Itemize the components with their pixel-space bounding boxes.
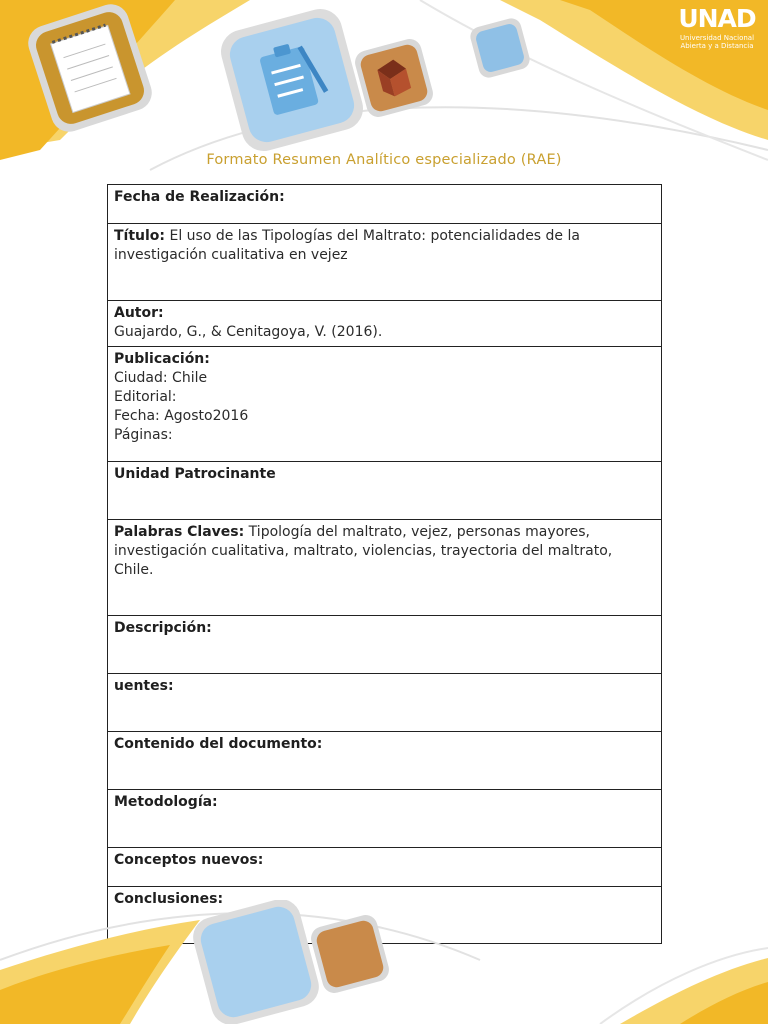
label-fuentes: uentes: [114, 678, 174, 694]
cell-contenido [108, 732, 662, 790]
label-publicacion: Publicación: [114, 351, 210, 367]
value-editorial: Editorial: [114, 389, 177, 405]
header-decoration [0, 0, 768, 175]
label-palabras: Palabras Claves: [114, 524, 245, 540]
label-conceptos: Conceptos nuevos: [114, 852, 264, 868]
value-ciudad: Ciudad: Chile [114, 370, 208, 386]
decorative-card [468, 16, 532, 80]
row-contenido [108, 732, 662, 790]
decorative-card [308, 912, 391, 995]
cell-unidad [108, 462, 662, 520]
cell-descripcion [108, 616, 662, 674]
value-titulo: El uso de las Tipologías del Maltrato: potencialidades de la investigación cualitativa en vejez [114, 228, 580, 263]
rae-form-table [107, 184, 662, 944]
footer-decoration [0, 900, 768, 1024]
page-title: Formato Resumen Analítico especializado (RAE) [206, 152, 562, 168]
cell-fecha [108, 185, 662, 224]
label-autor: Autor: [114, 305, 164, 321]
logo-wordmark: UNAD [678, 4, 756, 33]
cell-autor [108, 301, 662, 347]
cell-titulo [108, 224, 662, 301]
logo-subtitle-2: Abierta y a Distancia [680, 42, 754, 50]
row-fecha [108, 185, 662, 224]
row-publicacion [108, 347, 662, 462]
cell-conceptos [108, 848, 662, 887]
label-conclusiones: Conclusiones: [114, 891, 224, 907]
label-fecha: Fecha de Realización: [114, 189, 285, 205]
value-fecha-publicacion: Fecha: Agosto2016 [114, 408, 249, 424]
label-contenido: Contenido del documento: [114, 736, 323, 752]
row-metodologia [108, 790, 662, 848]
value-autor: Guajardo, G., & Cenitagoya, V. (2016). [114, 324, 383, 340]
cell-publicacion [108, 347, 662, 462]
value-paginas: Páginas: [114, 427, 173, 443]
cell-palabras [108, 520, 662, 616]
row-unidad [108, 462, 662, 520]
row-conceptos [108, 848, 662, 887]
cell-metodologia [108, 790, 662, 848]
label-unidad: Unidad Patrocinante [114, 466, 276, 482]
logo-subtitle-1: Universidad Nacional [679, 34, 755, 42]
label-titulo: Título: [114, 228, 166, 244]
row-titulo [108, 224, 662, 301]
value-palabras: Tipología del maltrato, vejez, personas mayores, investigación cualitativa, maltrato, violencias, trayectoria del maltrato, Chile. [114, 524, 613, 578]
cell-fuentes [108, 674, 662, 732]
row-palabras [108, 520, 662, 616]
row-autor [108, 301, 662, 347]
row-fuentes [108, 674, 662, 732]
row-descripcion [108, 616, 662, 674]
label-metodologia: Metodología: [114, 794, 218, 810]
label-descripcion: Descripción: [114, 620, 212, 636]
unad-logo [678, 6, 756, 50]
decorative-card [189, 900, 324, 1024]
